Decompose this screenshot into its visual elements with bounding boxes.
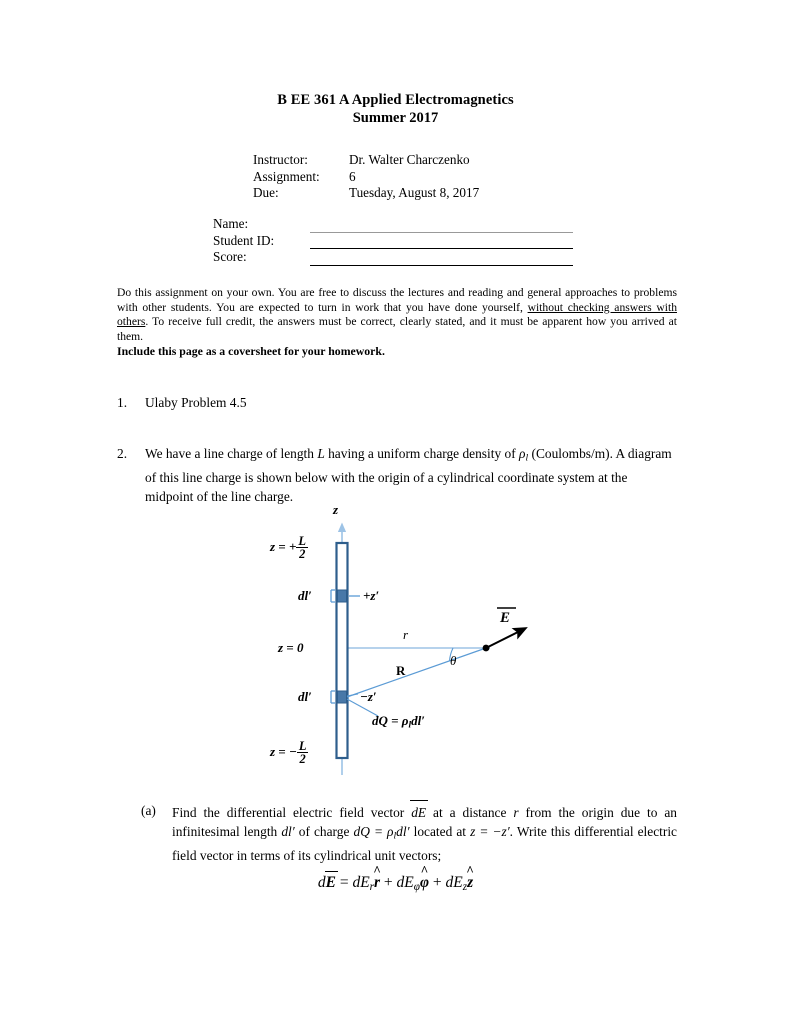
score-input-line[interactable] <box>310 251 573 266</box>
dQ-label-tail: dl′ <box>411 713 425 728</box>
meta-value-assignment: 6 <box>349 168 356 184</box>
eq-d: d <box>317 874 326 891</box>
z-axis-label: z <box>333 502 339 517</box>
part-a-dQ-tail: dl′ <box>396 824 410 839</box>
z-minus-denominator: 2 <box>299 752 306 767</box>
eq-term3-subscript: z <box>462 881 468 894</box>
policy-underlined-clause: without checking answers with others <box>117 300 677 329</box>
r-distance-label: r <box>403 627 409 642</box>
lower-dl-label: dl′ <box>298 689 312 704</box>
name-input-line[interactable] <box>310 218 573 233</box>
problem-2-seg-c: (Coulombs/m). A diagram of this line charge is shown below with the origin of a cylindrical coordinate system at the midpoint of the line charge. <box>145 446 672 504</box>
field-label-student-id: Student ID: <box>213 232 275 248</box>
problem-2-var-length: L <box>317 446 325 461</box>
meta-row-due <box>253 185 479 202</box>
part-a-var-dl: dl′ <box>281 824 295 839</box>
meta-row-instructor <box>253 152 479 169</box>
eq-term2-d: d <box>396 874 405 891</box>
student-id-input-line[interactable] <box>310 234 573 249</box>
eq-term2-phi-hat: φ ^ <box>420 874 429 892</box>
part-a-seg3: from the origin due to an infinitesimal length <box>172 805 678 839</box>
part-a-seg6: . Write this differential electric field vector in terms of its cylindrical unit vectors; <box>172 824 678 863</box>
line-charge-rod <box>337 543 348 758</box>
field-row-name <box>213 216 573 233</box>
upper-dl-label: dl′ <box>298 588 312 603</box>
part-a-dE-vector: dE <box>411 805 427 820</box>
meta-value-instructor: Dr. Walter Charczenko <box>349 152 470 167</box>
minus-zprime-leader <box>347 694 358 696</box>
minus-zprime-label: −z′ <box>360 689 377 704</box>
part-a-dQ-expression: dQ = ρ <box>353 824 394 839</box>
upper-dl-segment <box>338 590 347 602</box>
z-plus-prefix: z = + <box>270 539 297 555</box>
meta-label-due: Due: <box>253 185 279 200</box>
z-plus-half-L-label <box>270 535 308 561</box>
dQ-label-main: dQ = ρ <box>372 713 409 728</box>
eq-E-vector: E <box>325 874 336 891</box>
eq-plus2: + <box>429 874 446 891</box>
problem-1-number: 1. <box>117 395 128 410</box>
eq-term3-z-hat: z ^ <box>467 874 473 892</box>
problem-2-var-rho: ρ <box>519 446 526 461</box>
part-a-seg2: at a distance <box>426 805 514 820</box>
plus-zprime-label: +z′ <box>363 588 380 603</box>
course-title: B EE 361 A Applied Electromagnetics <box>277 92 514 108</box>
academic-policy-paragraph <box>117 286 677 344</box>
z-zero-label: z = 0 <box>278 640 304 655</box>
E-field-label: E <box>500 610 511 626</box>
meta-value-due: Tuesday, August 8, 2017 <box>349 185 480 200</box>
theta-angle-label: θ <box>450 653 457 668</box>
z-minus-prefix: z = − <box>270 744 297 760</box>
part-a-seg5: located at <box>409 824 471 839</box>
dQ-equation-label <box>372 713 425 731</box>
differential-field-equation <box>0 874 791 893</box>
problem-2-seg-b: having a uniform charge density of <box>324 446 520 461</box>
eq-plus1: + <box>380 874 397 891</box>
meta-label-instructor: Instructor: <box>253 152 308 167</box>
coversheet-instruction: Include this page as a coversheet for your homework. <box>117 344 385 358</box>
policy-text-part1: Do this assignment on your own. You are free to discuss the lectures and reading and general approaches to problems with other students. You are expected to turn in work that you have done yourself, <box>117 286 677 314</box>
eq-term3-E: E <box>453 874 463 891</box>
meta-label-assignment: Assignment: <box>253 168 320 184</box>
assignment-meta <box>253 152 479 202</box>
z-minus-fraction <box>297 740 309 766</box>
z-plus-denominator: 2 <box>299 547 306 562</box>
part-a-seg4: of charge <box>294 824 354 839</box>
eq-term1-subscript: r <box>369 881 374 894</box>
field-label-score: Score: <box>213 249 247 264</box>
E-field-vector-arrow <box>488 632 518 647</box>
problem-2-var-rho-subscript: l <box>525 452 529 464</box>
line-charge-diagram <box>250 498 540 788</box>
z-plus-fraction <box>296 535 308 561</box>
field-row-student-id <box>213 233 573 250</box>
part-a-text <box>172 803 677 865</box>
student-fields <box>213 216 573 266</box>
field-label-name: Name: <box>213 216 249 231</box>
eq-term1-r-hat: r ^ <box>374 874 380 892</box>
part-a-seg1: Find the differential electric field vector <box>172 805 412 820</box>
field-row-score <box>213 249 573 266</box>
eq-term1-E: E <box>360 874 370 891</box>
meta-row-assignment <box>253 169 479 186</box>
part-a-z-location: z = −z′ <box>470 824 510 839</box>
problem-2-number: 2. <box>117 446 128 461</box>
R-distance-label: R <box>396 663 406 678</box>
course-term: Summer 2017 <box>352 110 439 126</box>
lower-dl-segment <box>338 691 347 703</box>
eq-term1-d: d <box>352 874 361 891</box>
problem-1-text: Ulaby Problem 4.5 <box>145 395 247 410</box>
policy-text-part2: . To receive full credit, the answers must be correct, clearly stated, and it must be apparent how you arrived at them. <box>117 315 677 343</box>
problem-2-text <box>145 444 677 506</box>
problem-2-seg-a: We have a line charge of length <box>145 446 318 461</box>
z-minus-half-L-label <box>270 740 308 766</box>
eq-equals: = <box>335 874 353 891</box>
part-a-label: (a) <box>141 803 156 818</box>
z-minus-numerator: L <box>298 738 307 753</box>
eq-term2-E: E <box>404 874 414 891</box>
field-point-dot <box>483 645 490 652</box>
part-a-var-r: r <box>513 805 519 820</box>
eq-term2-subscript: φ <box>413 881 420 894</box>
dQ-label-subscript: l <box>408 720 412 731</box>
z-plus-numerator: L <box>298 533 306 548</box>
eq-term3-d: d <box>445 874 454 891</box>
part-a-dQ-subscript: l <box>393 830 397 842</box>
